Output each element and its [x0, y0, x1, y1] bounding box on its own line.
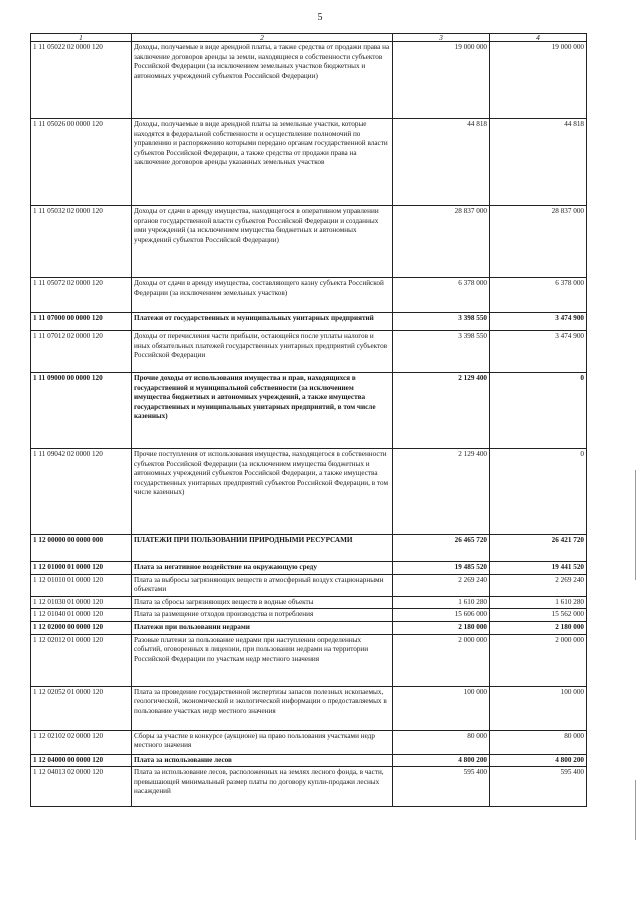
row-name: Доходы, получаемые в виде арендной платы, а также средства от продажи права на заключение договоров аренды за земли, находящиеся в собственности субъектов Российской Федерации (за исключением земельных участков бюджетных и автономных учреждений субъектов Российской Федерации)	[132, 42, 393, 119]
row-code: 1 11 05026 00 0000 120	[31, 119, 132, 206]
row-code: 1 11 07000 00 0000 120	[31, 313, 132, 331]
row-name: Плата за проведение государственной экспертизы запасов полезных ископаемых, геологической, экономической и экологической информации о предоставляемых в пользование участках недр местного значения	[132, 686, 393, 730]
row-value-4: 15 562 000	[490, 609, 587, 622]
row-code: 1 12 02012 01 0000 120	[31, 634, 132, 686]
row-value-3: 19 485 520	[393, 562, 490, 575]
row-name: Прочие доходы от использования имущества и прав, находящихся в государственной и муниципальной собственности (за исключением имущества бюджетных и автономных учреждений, а также имущества государственных и муниципальных унитарных предприятий, в том числе казенных)	[132, 373, 393, 449]
row-name: Доходы от перечисления части прибыли, остающейся после уплаты налогов и иных обязательных платежей государственных унитарных предприятий субъектов Российской Федерации	[132, 331, 393, 373]
row-value-3: 2 000 000	[393, 634, 490, 686]
row-value-3: 100 000	[393, 686, 490, 730]
row-value-3: 2 129 400	[393, 449, 490, 535]
header-col-3: 3	[393, 34, 490, 42]
row-value-4: 1 610 280	[490, 596, 587, 609]
row-value-4: 6 378 000	[490, 278, 587, 313]
row-code: 1 12 02000 00 0000 120	[31, 621, 132, 634]
row-value-4: 19 000 000	[490, 42, 587, 119]
revenue-table	[30, 33, 587, 807]
row-name: Платежи при пользовании недрами	[132, 621, 393, 634]
row-name: Доходы от сдачи в аренду имущества, находящегося в оперативном управлении органов государственной власти субъектов Российской Федерации и созданных ими учреждений (за исключением имущества бюджетных и автономных учреждений субъектов Российской Федерации)	[132, 206, 393, 278]
scan-edge-mark	[635, 780, 636, 840]
row-value-3: 2 269 240	[393, 574, 490, 596]
table-row	[31, 42, 587, 119]
row-code: 1 12 01040 01 0000 120	[31, 609, 132, 622]
row-value-4: 3 474 900	[490, 313, 587, 331]
scan-edge-mark	[635, 470, 636, 580]
row-value-4: 595 400	[490, 767, 587, 807]
row-code: 1 11 05032 02 0000 120	[31, 206, 132, 278]
table-row	[31, 331, 587, 373]
row-name: Плата за использование лесов, расположенных на землях лесного фонда, в части, превышающей минимальный размер платы по договору купли-продажи лесных насаждений	[132, 767, 393, 807]
row-code: 1 12 04000 00 0000 120	[31, 754, 132, 767]
row-name: Прочие поступления от использования имущества, находящегося в собственности субъектов Российской Федерации (за исключением имущества бюджетных и автономных учреждений субъектов Российской Федерации, а также имущества государственных унитарных предприятий субъектов Российской Федерации, в том числе казенных)	[132, 449, 393, 535]
row-name: Разовые платежи за пользование недрами при наступлении определенных событий, оговоренных в лицензии, при пользовании недрами на территории Российской Федерации по участкам недр местного значения	[132, 634, 393, 686]
table-row	[31, 278, 587, 313]
row-code: 1 12 01000 01 0000 120	[31, 562, 132, 575]
row-value-3: 595 400	[393, 767, 490, 807]
row-name: Плата за негативное воздействие на окружающую среду	[132, 562, 393, 575]
row-code: 1 12 01010 01 0000 120	[31, 574, 132, 596]
table-row	[31, 119, 587, 206]
table-row	[31, 562, 587, 575]
row-value-3: 6 378 000	[393, 278, 490, 313]
table-row	[31, 574, 587, 596]
row-code: 1 12 02052 01 0000 120	[31, 686, 132, 730]
header-col-2: 2	[132, 34, 393, 42]
table-header-row	[31, 34, 587, 42]
table-row	[31, 535, 587, 562]
row-value-4: 2 269 240	[490, 574, 587, 596]
row-value-3: 2 129 400	[393, 373, 490, 449]
row-value-3: 19 000 000	[393, 42, 490, 119]
row-value-4: 100 000	[490, 686, 587, 730]
row-code: 1 11 05072 02 0000 120	[31, 278, 132, 313]
row-value-4: 4 800 200	[490, 754, 587, 767]
row-value-3: 3 398 550	[393, 313, 490, 331]
row-value-4: 0	[490, 373, 587, 449]
row-name: Доходы, получаемые в виде арендной платы за земельные участки, которые находятся в федеральной собственности и осуществление полномочий по управлению и распоряжению которыми передано органам государственной власти субъектов Российской Федерации, а также средства от продажи права на заключение договоров аренды указанных земельных участков	[132, 119, 393, 206]
table-row	[31, 686, 587, 730]
row-value-4: 2 000 000	[490, 634, 587, 686]
header-col-4: 4	[490, 34, 587, 42]
row-name: Платежи от государственных и муниципальных унитарных предприятий	[132, 313, 393, 331]
row-code: 1 11 09000 00 0000 120	[31, 373, 132, 449]
row-code: 1 11 07012 02 0000 120	[31, 331, 132, 373]
row-value-4: 44 818	[490, 119, 587, 206]
row-value-4: 80 000	[490, 730, 587, 754]
row-value-3: 15 606 000	[393, 609, 490, 622]
row-code: 1 12 01030 01 0000 120	[31, 596, 132, 609]
row-value-4: 19 441 520	[490, 562, 587, 575]
row-value-3: 80 000	[393, 730, 490, 754]
page-number: 5	[317, 12, 323, 23]
row-value-3: 28 837 000	[393, 206, 490, 278]
row-code: 1 12 04013 02 0000 120	[31, 767, 132, 807]
row-value-3: 44 818	[393, 119, 490, 206]
row-value-3: 1 610 280	[393, 596, 490, 609]
row-code: 1 11 05022 02 0000 120	[31, 42, 132, 119]
table-row	[31, 621, 587, 634]
row-value-4: 26 421 720	[490, 535, 587, 562]
table-row	[31, 754, 587, 767]
row-value-3: 4 800 200	[393, 754, 490, 767]
table-row	[31, 449, 587, 535]
row-code: 1 12 00000 00 0000 000	[31, 535, 132, 562]
table-body	[31, 42, 587, 807]
row-value-3: 26 465 720	[393, 535, 490, 562]
row-name: Плата за выбросы загрязняющих веществ в атмосферный воздух стационарными объектами	[132, 574, 393, 596]
table-row	[31, 634, 587, 686]
row-value-4: 0	[490, 449, 587, 535]
row-value-3: 2 180 000	[393, 621, 490, 634]
row-value-4: 2 180 000	[490, 621, 587, 634]
table-row	[31, 373, 587, 449]
row-value-4: 3 474 900	[490, 331, 587, 373]
row-name: Доходы от сдачи в аренду имущества, составляющего казну субъекта Российской Федерации (за исключением земельных участков)	[132, 278, 393, 313]
table-row	[31, 206, 587, 278]
table-row	[31, 609, 587, 622]
row-value-3: 3 398 550	[393, 331, 490, 373]
row-name: Плата за сбросы загрязняющих веществ в водные объекты	[132, 596, 393, 609]
header-col-1: 1	[31, 34, 132, 42]
table-row	[31, 313, 587, 331]
table-row	[31, 730, 587, 754]
row-name: ПЛАТЕЖИ ПРИ ПОЛЬЗОВАНИИ ПРИРОДНЫМИ РЕСУРСАМИ	[132, 535, 393, 562]
row-value-4: 28 837 000	[490, 206, 587, 278]
row-code: 1 11 09042 02 0000 120	[31, 449, 132, 535]
table-row	[31, 767, 587, 807]
row-name: Сборы за участие в конкурсе (аукционе) на право пользования участками недр местного значения	[132, 730, 393, 754]
table-row	[31, 596, 587, 609]
row-code: 1 12 02102 02 0000 120	[31, 730, 132, 754]
row-name: Плата за размещение отходов производства и потребления	[132, 609, 393, 622]
row-name: Плата за использование лесов	[132, 754, 393, 767]
